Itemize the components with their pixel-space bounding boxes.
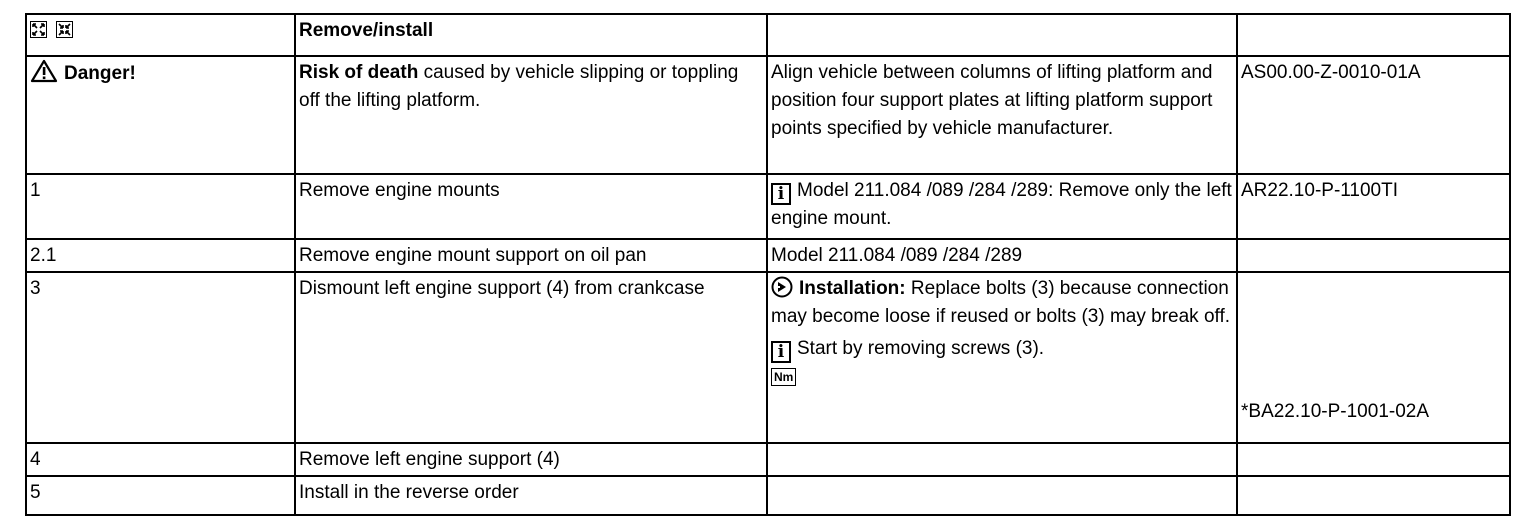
header-title: Remove/install — [295, 14, 767, 56]
step-number: 2.1 — [26, 239, 295, 272]
danger-instruction: Align vehicle between columns of lifting platform and position four support plates at lifting platform support points specified by vehicle manufacturer. — [767, 56, 1237, 174]
header-empty-cell — [1237, 14, 1510, 56]
installation-text: Replace bolts (3) because connection may become loose if reused or bolts (3) may break off. — [771, 278, 1231, 327]
table-row — [26, 174, 1510, 239]
danger-ref[interactable]: AS00.00-Z-0010-01A — [1237, 56, 1510, 174]
torque-note — [771, 363, 1233, 391]
header-row — [26, 14, 1510, 56]
step-action: Remove engine mount support on oil pan — [295, 239, 767, 272]
step-note: Model 211.084 /089 /284 /289: Remove only the left engine mount. — [771, 180, 1232, 229]
step-note — [767, 443, 1237, 476]
risk-bold-text: Risk of death — [299, 62, 419, 83]
step-note: Model 211.084 /089 /284 /289 — [767, 239, 1237, 272]
header-empty-cell — [767, 14, 1237, 56]
header-icons-cell — [26, 14, 295, 56]
step-note-cell — [767, 272, 1237, 443]
warning-triangle-icon — [30, 59, 58, 83]
step-number: 4 — [26, 443, 295, 476]
risk-text: caused by vehicle slipping or toppling off the lifting platform. — [299, 62, 739, 111]
expand-icon[interactable] — [30, 21, 47, 38]
step-number: 5 — [26, 476, 295, 515]
info-text: Start by removing screws (3). — [797, 338, 1045, 359]
step-ref — [1237, 476, 1510, 515]
collapse-icon[interactable] — [56, 21, 73, 38]
installation-note — [771, 275, 1233, 331]
table-row — [26, 239, 1510, 272]
danger-label-cell — [26, 56, 295, 174]
table-row — [26, 272, 1510, 443]
info-icon: i — [771, 183, 791, 205]
step-ref[interactable]: *BA22.10-P-1001-02A — [1241, 401, 1430, 422]
step-ref[interactable]: AR22.10-P-1100TI — [1237, 174, 1510, 239]
table-row — [26, 443, 1510, 476]
step-note — [767, 476, 1237, 515]
danger-risk-cell — [295, 56, 767, 174]
step-number: 3 — [26, 272, 295, 443]
step-action: Remove engine mounts — [295, 174, 767, 239]
step-ref — [1237, 443, 1510, 476]
info-icon: i — [771, 341, 791, 363]
step-note-cell — [767, 174, 1237, 239]
torque-nm-icon[interactable]: Nm — [771, 368, 796, 386]
info-note — [771, 335, 1233, 363]
step-action: Install in the reverse order — [295, 476, 767, 515]
danger-row — [26, 56, 1510, 174]
procedure-table — [25, 13, 1511, 516]
step-action: Dismount left engine support (4) from crankcase — [295, 272, 767, 443]
step-ref-cell — [1237, 272, 1510, 443]
step-action: Remove left engine support (4) — [295, 443, 767, 476]
danger-label: Danger! — [64, 63, 136, 84]
installation-icon — [771, 276, 793, 298]
step-ref — [1237, 239, 1510, 272]
installation-label: Installation: — [799, 278, 906, 299]
step-number: 1 — [26, 174, 295, 239]
table-row — [26, 476, 1510, 515]
